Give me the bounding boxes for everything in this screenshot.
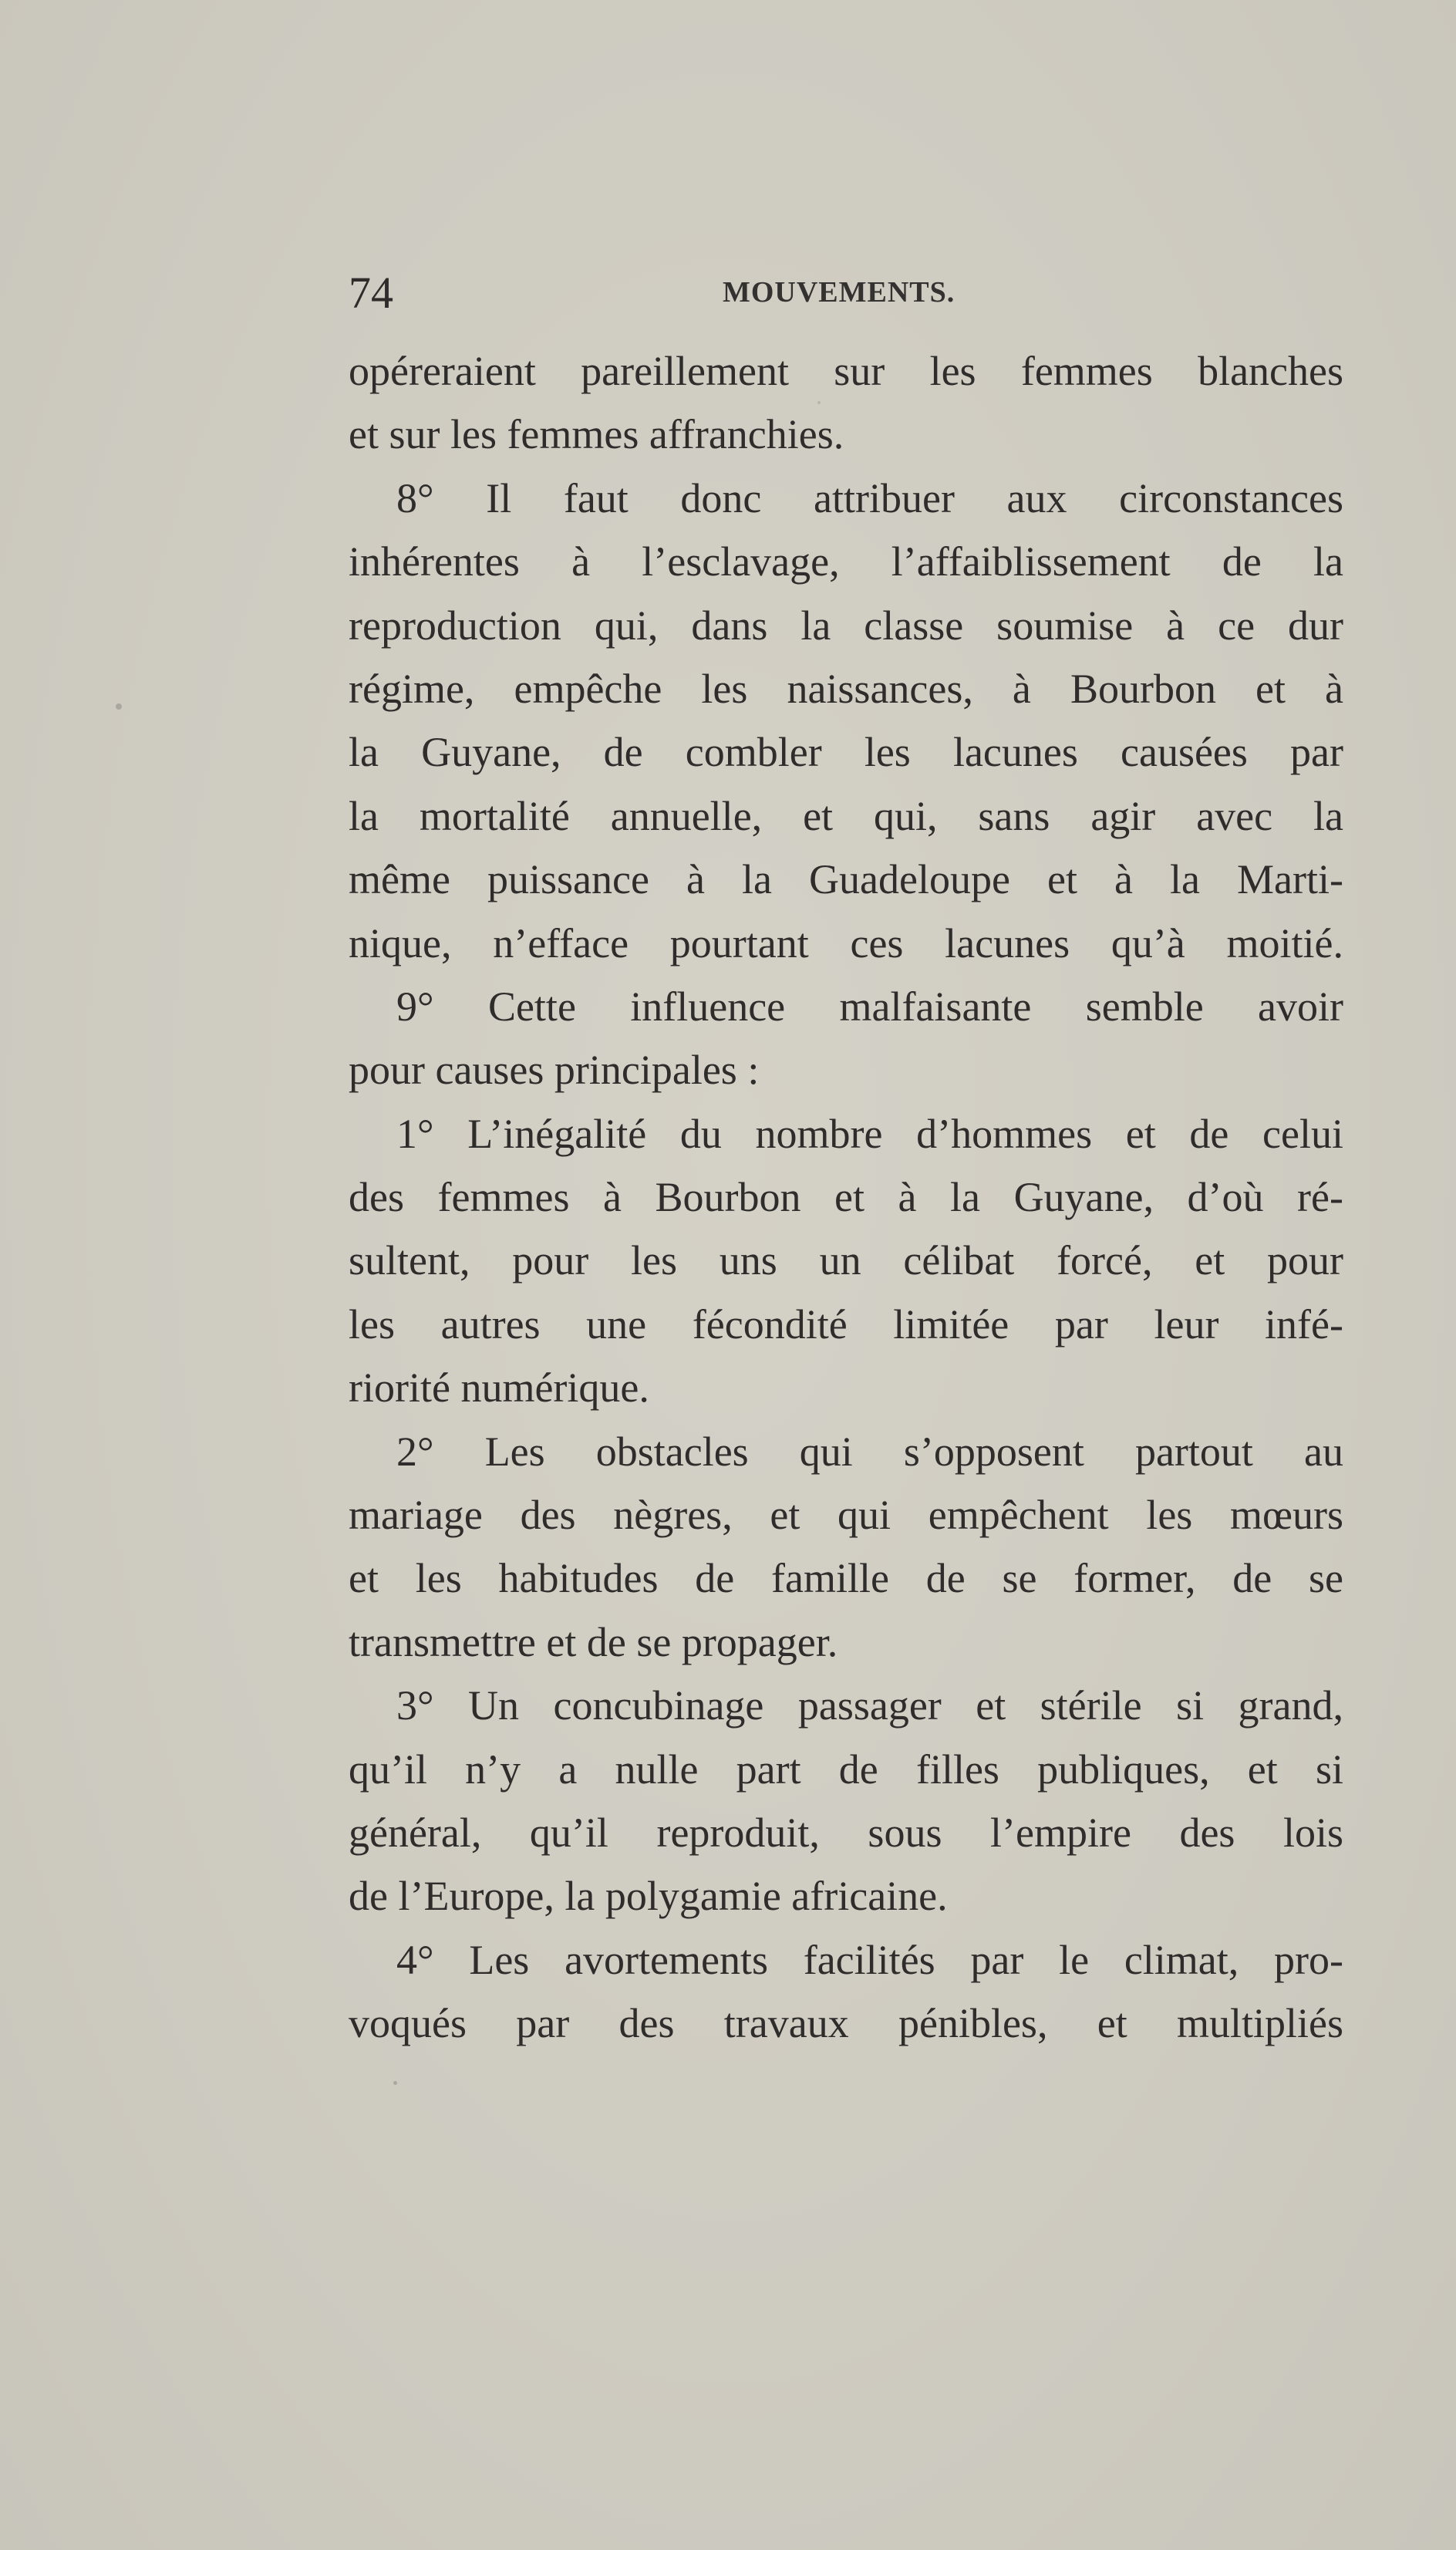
text-line: 8° Il faut donc attribuer aux circonstances: [396, 474, 1343, 521]
text-line: régime, empêche les naissances, à Bourbon et à: [349, 665, 1343, 712]
text-line: mariage des nègres, et qui empêchent les mœurs: [349, 1492, 1343, 1539]
text-line: nique, n’efface pourtant ces lacunes qu’à moitié.: [349, 919, 1343, 966]
text-line: 3° Un concubinage passager et stérile si grand,: [396, 1682, 1343, 1729]
text-line: qu’il n’y a nulle part de filles publiques, et si: [349, 1746, 1343, 1793]
text-line: même puissance à la Guadeloupe et à la Marti-: [349, 856, 1343, 903]
page-header: [349, 258, 1343, 328]
text-line: transmettre et de se propager.: [349, 1618, 838, 1665]
text-line: riorité numérique.: [349, 1364, 649, 1412]
text-line: et sur les femmes affranchies.: [349, 411, 844, 458]
body-text: [349, 339, 1343, 2056]
paper-speck: [393, 2081, 397, 2085]
text-line: 1° L’inégalité du nombre d’hommes et de celui: [396, 1110, 1343, 1157]
text-line: voqués par des travaux pénibles, et multipliés: [349, 2000, 1343, 2047]
text-line: reproduction qui, dans la classe soumise à ce dur: [349, 602, 1343, 649]
text-line: et les habitudes de famille de se former, de se: [349, 1555, 1343, 1602]
text-line: inhérentes à l’esclavage, l’affaiblissement de la: [349, 538, 1343, 585]
text-line: la mortalité annuelle, et qui, sans agir avec la: [349, 792, 1343, 839]
paper-speck: [116, 703, 122, 710]
text-line: de l’Europe, la polygamie africaine.: [349, 1873, 948, 1920]
text-line: pour causes principales :: [349, 1047, 760, 1094]
page-number: 74: [349, 268, 393, 318]
text-line: sultent, pour les uns un célibat forcé, et pour: [349, 1237, 1343, 1284]
paper-speck: [817, 401, 821, 404]
text-line: des femmes à Bourbon et à la Guyane, d’où ré-: [349, 1174, 1343, 1221]
text-line: les autres une fécondité limitée par leur infé-: [349, 1300, 1343, 1348]
text-line: général, qu’il reproduit, sous l’empire des lois: [349, 1809, 1343, 1856]
text-line: 2° Les obstacles qui s’opposent partout au: [396, 1428, 1343, 1475]
text-line: 9° Cette influence malfaisante semble avoir: [396, 983, 1343, 1030]
text-line: la Guyane, de combler les lacunes causées par: [349, 729, 1343, 776]
text-line: 4° Les avortements facilités par le climat, pro-: [396, 1936, 1343, 1983]
running-head: MOUVEMENTS.: [723, 276, 956, 309]
text-line: opéreraient pareillement sur les femmes blanches: [349, 348, 1343, 394]
